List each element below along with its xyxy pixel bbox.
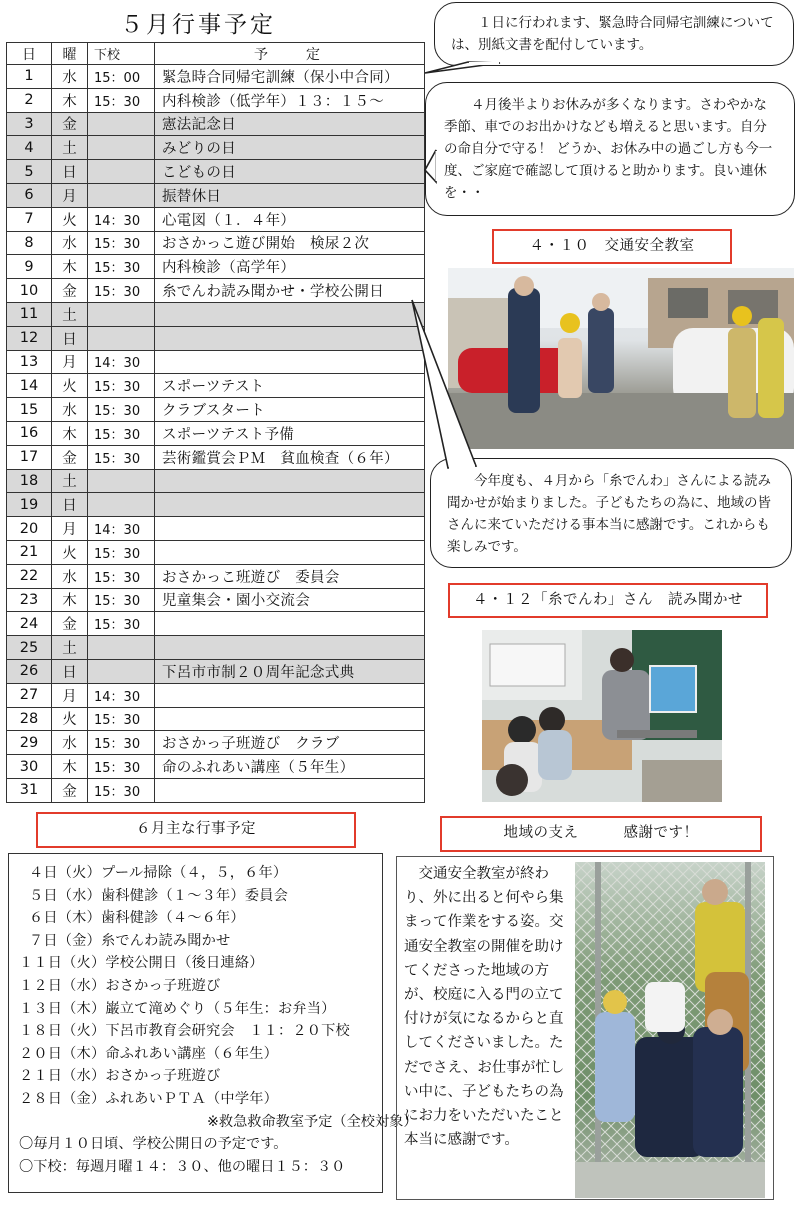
schedule-header-row <box>7 43 425 65</box>
schedule-row <box>7 540 425 564</box>
schedule-day: 8 <box>7 231 52 255</box>
schedule-row <box>7 326 425 350</box>
schedule-dismissal <box>88 183 155 207</box>
schedule-weekday: 月 <box>52 183 88 207</box>
schedule-day: 2 <box>7 88 52 112</box>
may-schedule-table <box>6 42 425 803</box>
schedule-row <box>7 112 425 136</box>
june-event-item: １１日（火）学校公開日（後日連絡） <box>19 955 264 972</box>
schedule-event: おさかっこ班遊び 委員会 <box>155 564 425 588</box>
june-event-item: ７日（金）糸でんわ読み聞かせ <box>29 932 231 949</box>
schedule-event: こどもの日 <box>155 160 425 184</box>
schedule-event: クラブスタート <box>155 398 425 422</box>
schedule-weekday: 土 <box>52 469 88 493</box>
schedule-day: 31 <box>7 778 52 802</box>
schedule-dismissal: 14：30 <box>88 350 155 374</box>
schedule-dismissal: 14：30 <box>88 683 155 707</box>
schedule-weekday: 月 <box>52 517 88 541</box>
june-event-item: ２１日（水）おさかっ子班遊び <box>19 1068 221 1085</box>
schedule-dismissal: 14：30 <box>88 207 155 231</box>
schedule-day: 12 <box>7 326 52 350</box>
schedule-day: 19 <box>7 493 52 517</box>
schedule-weekday: 土 <box>52 636 88 660</box>
dismissal-note: 〇下校：毎週月曜１４：３０、他の曜日１５：３０ <box>19 1158 346 1175</box>
schedule-weekday: 火 <box>52 707 88 731</box>
schedule-body <box>7 65 425 803</box>
schedule-event: 芸術鑑賞会ＰＭ 貧血検査（６年） <box>155 445 425 469</box>
schedule-day: 24 <box>7 612 52 636</box>
schedule-weekday: 金 <box>52 778 88 802</box>
schedule-row <box>7 398 425 422</box>
schedule-row <box>7 636 425 660</box>
schedule-weekday: 水 <box>52 65 88 89</box>
schedule-row <box>7 588 425 612</box>
schedule-day: 28 <box>7 707 52 731</box>
schedule-event <box>155 683 425 707</box>
schedule-row <box>7 255 425 279</box>
schedule-dismissal <box>88 302 155 326</box>
schedule-day: 5 <box>7 160 52 184</box>
schedule-dismissal: 15：30 <box>88 588 155 612</box>
schedule-dismissal <box>88 136 155 160</box>
schedule-dismissal: 15：30 <box>88 731 155 755</box>
schedule-day: 17 <box>7 445 52 469</box>
schedule-event <box>155 493 425 517</box>
schedule-row <box>7 136 425 160</box>
schedule-event: 下呂市市制２０周年記念式典 <box>155 659 425 683</box>
schedule-event <box>155 612 425 636</box>
schedule-weekday: 日 <box>52 326 88 350</box>
schedule-event: 糸でんわ読み聞かせ・学校公開日 <box>155 279 425 303</box>
schedule-day: 21 <box>7 540 52 564</box>
schedule-day: 4 <box>7 136 52 160</box>
schedule-weekday: 水 <box>52 564 88 588</box>
schedule-weekday: 月 <box>52 683 88 707</box>
schedule-row <box>7 493 425 517</box>
schedule-dismissal <box>88 112 155 136</box>
holiday-notice-bubble: ４月後半よりお休みが多くなります。さわやかな季節、車でのお出かけなども増えると思います。自分の命自分で守る！ どうか、お休み中の過ごし方も今一度、ご家庭で確認して頂けると助かります。良い連休を・・ <box>425 82 795 216</box>
schedule-day: 1 <box>7 65 52 89</box>
schedule-day: 18 <box>7 469 52 493</box>
schedule-weekday: 日 <box>52 659 88 683</box>
schedule-day: 25 <box>7 636 52 660</box>
schedule-weekday: 金 <box>52 112 88 136</box>
schedule-day: 29 <box>7 731 52 755</box>
schedule-event: 振替休日 <box>155 183 425 207</box>
schedule-event <box>155 350 425 374</box>
schedule-event: 内科検診（高学年） <box>155 255 425 279</box>
schedule-weekday: 金 <box>52 612 88 636</box>
schedule-dismissal: 15：30 <box>88 279 155 303</box>
schedule-event <box>155 517 425 541</box>
header-day: 日 <box>7 43 52 65</box>
schedule-row <box>7 445 425 469</box>
june-event-item: ４日（火）プール掃除（４，５，６年） <box>29 865 288 881</box>
june-event-item: ２８日（金）ふれあいＰＴＡ（中学年） <box>19 1090 278 1107</box>
schedule-event: 命のふれあい講座（５年生） <box>155 755 425 779</box>
community-text: 交通安全教室が終わり、外に出ると何やら集まって作業をする姿。交通安全教室の開催を助けてくださった地域の方が、校庭に入る門の立て付けが気になるからと直してくださいました。ただでさえ、お仕事が忙しい中に、子どもたちの為にお力をいただいたこと本当に感謝です。 <box>404 866 565 1149</box>
schedule-day: 11 <box>7 302 52 326</box>
schedule-row <box>7 207 425 231</box>
schedule-row <box>7 755 425 779</box>
schedule-day: 20 <box>7 517 52 541</box>
schedule-day: 13 <box>7 350 52 374</box>
schedule-dismissal: 15：30 <box>88 398 155 422</box>
schedule-dismissal: 15：30 <box>88 564 155 588</box>
schedule-dismissal: 15：00 <box>88 65 155 89</box>
schedule-row <box>7 469 425 493</box>
schedule-dismissal <box>88 636 155 660</box>
reading-caption: ４・１２「糸でんわ」さん 読み聞かせ <box>448 583 768 618</box>
traffic-safety-caption: ４・１０ 交通安全教室 <box>492 229 732 264</box>
schedule-day: 6 <box>7 183 52 207</box>
schedule-row <box>7 517 425 541</box>
schedule-dismissal <box>88 659 155 683</box>
schedule-event <box>155 707 425 731</box>
schedule-row <box>7 65 425 89</box>
schedule-weekday: 土 <box>52 136 88 160</box>
schedule-row <box>7 160 425 184</box>
schedule-dismissal: 15：30 <box>88 374 155 398</box>
schedule-dismissal: 15：30 <box>88 755 155 779</box>
schedule-dismissal: 15：30 <box>88 707 155 731</box>
schedule-day: 16 <box>7 421 52 445</box>
schedule-day: 3 <box>7 112 52 136</box>
schedule-weekday: 日 <box>52 493 88 517</box>
schedule-dismissal: 15：30 <box>88 88 155 112</box>
storytelling-bubble: 今年度も、４月から「糸でんわ」さんによる読み聞かせが始まりました。子どもたちの為に、地域の皆さんに来ていただける事本当に感謝です。これからも楽しみです。 <box>430 458 792 568</box>
schedule-day: 10 <box>7 279 52 303</box>
schedule-weekday: 月 <box>52 350 88 374</box>
schedule-event: おさかっこ遊び開始 検尿２次 <box>155 231 425 255</box>
schedule-dismissal: 15：30 <box>88 540 155 564</box>
schedule-row <box>7 421 425 445</box>
june-event-item: １２日（水）おさかっ子班遊び <box>19 977 221 994</box>
schedule-weekday: 木 <box>52 755 88 779</box>
schedule-row <box>7 231 425 255</box>
schedule-dismissal: 15：30 <box>88 612 155 636</box>
schedule-row <box>7 564 425 588</box>
schedule-day: 26 <box>7 659 52 683</box>
schedule-event <box>155 540 425 564</box>
schedule-dismissal: 14：30 <box>88 517 155 541</box>
schedule-weekday: 木 <box>52 255 88 279</box>
schedule-dismissal: 15：30 <box>88 421 155 445</box>
schedule-weekday: 金 <box>52 445 88 469</box>
schedule-dismissal: 15：30 <box>88 778 155 802</box>
schedule-row <box>7 279 425 303</box>
schedule-weekday: 水 <box>52 231 88 255</box>
schedule-weekday: 火 <box>52 207 88 231</box>
schedule-event: 内科検診（低学年）１３：１５～ <box>155 88 425 112</box>
header-events: 予 定 <box>155 43 425 65</box>
june-schedule-caption: ６月主な行事予定 <box>36 812 356 848</box>
schedule-row <box>7 350 425 374</box>
header-dismissal: 下校 <box>88 43 155 65</box>
may-schedule-title: ５月行事予定 <box>120 12 276 38</box>
schedule-row <box>7 612 425 636</box>
june-event-item: ６日（木）歯科健診（４～６年） <box>29 910 245 927</box>
traffic-safety-photo <box>448 268 794 449</box>
schedule-dismissal: 15：30 <box>88 445 155 469</box>
june-event-item: １３日（木）巌立て滝めぐり（５年生：お弁当） <box>19 1000 336 1017</box>
schedule-event: 緊急時合同帰宅訓練（保小中合同） <box>155 65 425 89</box>
header-weekday: 曜 <box>52 43 88 65</box>
june-schedule-box <box>8 853 418 1193</box>
schedule-day: 27 <box>7 683 52 707</box>
schedule-dismissal <box>88 493 155 517</box>
schedule-event: 心電図（１．４年） <box>155 207 425 231</box>
schedule-day: 15 <box>7 398 52 422</box>
community-thanks-caption: 地域の支え 感謝です！ <box>440 816 762 852</box>
schedule-row <box>7 707 425 731</box>
schedule-dismissal <box>88 469 155 493</box>
schedule-weekday: 土 <box>52 302 88 326</box>
schedule-row <box>7 659 425 683</box>
june-event-item: １８日（火）下呂市教育会研究会 １１：２０下校 <box>19 1023 350 1040</box>
schedule-row <box>7 778 425 802</box>
june-event-list <box>19 862 382 1111</box>
schedule-row <box>7 731 425 755</box>
schedule-event: スポーツテスト <box>155 374 425 398</box>
schedule-event: 憲法記念日 <box>155 112 425 136</box>
schedule-day: 7 <box>7 207 52 231</box>
schedule-row <box>7 302 425 326</box>
schedule-dismissal <box>88 326 155 350</box>
schedule-event <box>155 636 425 660</box>
drill-notice-bubble: １日に行われます、緊急時合同帰宅訓練については、別紙文書を配付しています。 <box>434 2 794 66</box>
schedule-weekday: 日 <box>52 160 88 184</box>
schedule-weekday: 木 <box>52 88 88 112</box>
schedule-weekday: 金 <box>52 279 88 303</box>
schedule-weekday: 火 <box>52 374 88 398</box>
schedule-dismissal: 15：30 <box>88 255 155 279</box>
schedule-weekday: 火 <box>52 540 88 564</box>
schedule-row <box>7 683 425 707</box>
schedule-row <box>7 88 425 112</box>
schedule-event <box>155 469 425 493</box>
june-note: ※救急救命教室予定（全校対象） <box>207 1113 418 1130</box>
schedule-dismissal <box>88 160 155 184</box>
schedule-weekday: 水 <box>52 731 88 755</box>
schedule-weekday: 水 <box>52 398 88 422</box>
schedule-day: 14 <box>7 374 52 398</box>
schedule-day: 23 <box>7 588 52 612</box>
june-event-item: ５日（水）歯科健診（１～３年）委員会 <box>29 887 288 904</box>
schedule-day: 22 <box>7 564 52 588</box>
open-day-note: 〇毎月１０日頃、学校公開日の予定です。 <box>19 1136 288 1153</box>
storytelling-photo <box>482 630 722 802</box>
schedule-event: おさかっ子班遊び クラブ <box>155 731 425 755</box>
june-event-item: ２０日（木）命ふれあい講座（６年生） <box>19 1045 278 1062</box>
schedule-day: 9 <box>7 255 52 279</box>
schedule-event <box>155 778 425 802</box>
schedule-dismissal: 15：30 <box>88 231 155 255</box>
schedule-weekday: 木 <box>52 588 88 612</box>
schedule-day: 30 <box>7 755 52 779</box>
schedule-row <box>7 183 425 207</box>
schedule-row <box>7 374 425 398</box>
schedule-event <box>155 302 425 326</box>
schedule-event: 児童集会・園小交流会 <box>155 588 425 612</box>
schedule-event <box>155 326 425 350</box>
schedule-weekday: 木 <box>52 421 88 445</box>
schedule-event: スポーツテスト予備 <box>155 421 425 445</box>
schedule-event: みどりの日 <box>155 136 425 160</box>
